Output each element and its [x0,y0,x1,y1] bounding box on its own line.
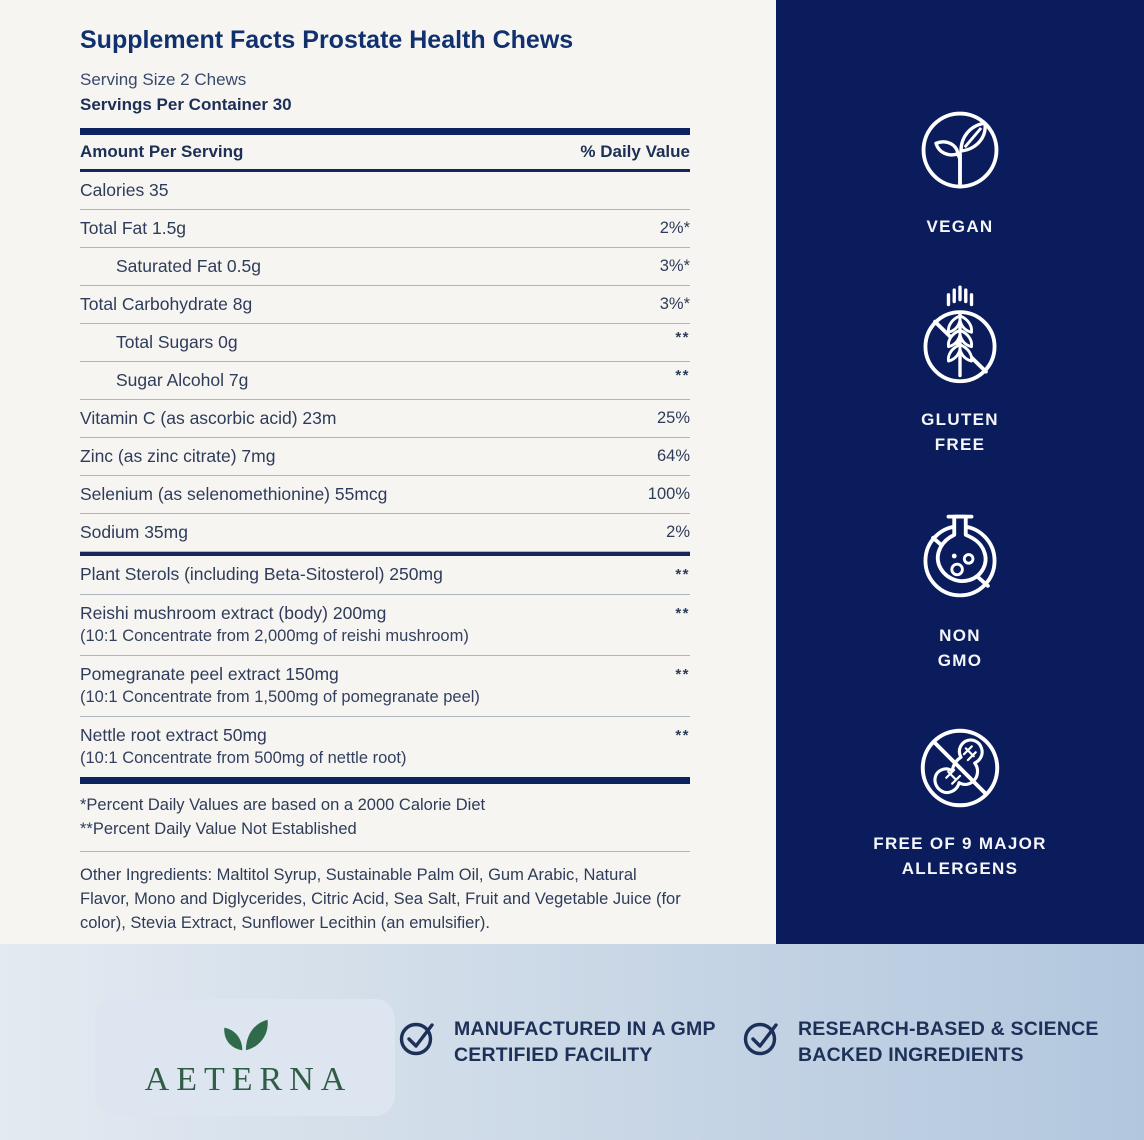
row-name-main: Nettle root extract 50mg [80,725,267,745]
badge-non-gmo [912,503,1008,673]
footnotes [80,784,690,852]
row-name: Selenium (as selenomethionine) 55mcg [80,484,388,504]
page-title: Supplement Facts Prostate Health Chews [80,26,574,54]
badge-label-line: FREE [934,435,986,454]
row-name: Saturated Fat 0.5g [116,256,261,276]
row-value: ** [675,367,690,384]
row-name-main: Reishi mushroom extract (body) 200mg [80,603,387,623]
footnote-daily-values: *Percent Daily Values are based on a 2000 Calorie Diet [80,796,486,814]
badge-label-line: ALLERGENS [901,859,1019,878]
gluten-free-wheat-icon [912,285,1008,398]
row-name-sub: (10:1 Concentrate from 2,000mg of reishi mushroom) [80,627,469,645]
row-name [80,725,407,768]
row-value: 64% [656,447,690,465]
row-value: ** [675,605,690,622]
row-name: Zinc (as zinc citrate) 7mg [80,446,276,466]
row-name-sub: (10:1 Concentrate from 1,500mg of pomegranate peel) [80,688,480,706]
non-gmo-flask-icon [912,503,1008,614]
table-row-total-fat [80,210,690,248]
row-value: 2% [666,523,690,541]
row-value: ** [675,727,690,744]
badge-label [938,623,983,673]
table-row-saturated-fat [80,248,690,286]
table-row-sodium [80,514,690,552]
row-name-main: Pomegranate peel extract 150mg [80,664,339,684]
row-value: 25% [656,409,690,427]
certification-line: BACKED INGREDIENTS [798,1044,1024,1066]
badge-allergen-free [873,719,1046,881]
brand-card [95,999,395,1116]
servings-per-container: Servings Per Container 30 [80,95,292,114]
allergen-free-peanut-icon [911,719,1009,822]
table-row-sugar-alcohol [80,362,690,400]
table-row-pomegranate [80,656,690,717]
badge-label-line: GMO [937,651,983,670]
badge-label [927,214,994,239]
column-daily-value: % Daily Value [580,142,690,161]
badge-label-line: GLUTEN [921,410,999,429]
table-row-total-sugars [80,324,690,362]
row-name [80,603,469,646]
other-ingredients: Other Ingredients: Maltitol Syrup, Sustainable Palm Oil, Gum Arabic, Natural Flavor, Mono and Diglycerides, Citric Acid, Sea Salt, Fruit and Vegetable Juice (for color), Stevia Extract, Sunflower Lecithin (an emulsifier). [80,866,681,932]
footer-band [0,944,1144,1140]
leaves-icon [218,1017,272,1058]
certification-line: MANUFACTURED IN A GMP [454,1018,716,1040]
divider-thick-top [80,128,690,135]
row-name: Total Fat 1.5g [80,218,187,238]
table-row-calories [80,172,690,210]
row-value: 2%* [659,219,690,237]
table-row-reishi [80,595,690,656]
row-name: Vitamin C (as ascorbic acid) 23m [80,408,337,428]
badge-label-line: FREE OF 9 MAJOR [873,834,1047,853]
badge-sidebar [776,0,1144,944]
row-value: ** [675,666,690,683]
row-name: Plant Sterols (including Beta-Sitosterol) 250mg [80,564,443,584]
row-value: 3%* [659,295,690,313]
table-row-plant-sterols [80,556,690,595]
badge-label-line: NON [939,626,981,645]
row-value: 100% [647,485,690,503]
check-circle-icon [398,1016,440,1063]
check-circle-icon [742,1016,784,1063]
table-header [80,135,690,169]
table-row-selenium [80,476,690,514]
vegan-sprout-icon [912,104,1008,205]
footnote-not-established: **Percent Daily Value Not Established [80,820,357,838]
row-name: Total Sugars 0g [116,332,238,352]
certification-text [454,1016,716,1068]
brand-name: AETERNA [144,1060,353,1098]
table-row-vitamin-c [80,400,690,438]
row-name [80,664,480,707]
badge-label-line: VEGAN [926,217,994,236]
certification-gmp [398,1016,716,1068]
divider-thick-bottom [80,777,690,784]
table-row-zinc [80,438,690,476]
row-name: Sodium 35mg [80,522,188,542]
badge-vegan [912,104,1008,239]
certification-research [742,1016,1099,1068]
row-name: Sugar Alcohol 7g [116,370,249,390]
table-row-total-carbohydrate [80,286,690,324]
badge-label [921,407,999,457]
certification-line: RESEARCH-BASED & SCIENCE [798,1018,1099,1040]
row-name: Calories 35 [80,180,169,200]
certification-line: CERTIFIED FACILITY [454,1044,653,1066]
supplement-facts-panel [80,26,690,935]
row-value: ** [675,329,690,346]
table-row-nettle [80,717,690,777]
badge-gluten-free [912,285,1008,457]
badge-label [873,831,1046,881]
row-name-sub: (10:1 Concentrate from 500mg of nettle root) [80,749,407,767]
row-value: ** [675,566,690,583]
row-value: 3%* [659,257,690,275]
row-name: Total Carbohydrate 8g [80,294,253,314]
certification-text [798,1016,1099,1068]
column-amount-per-serving: Amount Per Serving [80,142,244,161]
serving-size: Serving Size 2 Chews [80,70,247,89]
